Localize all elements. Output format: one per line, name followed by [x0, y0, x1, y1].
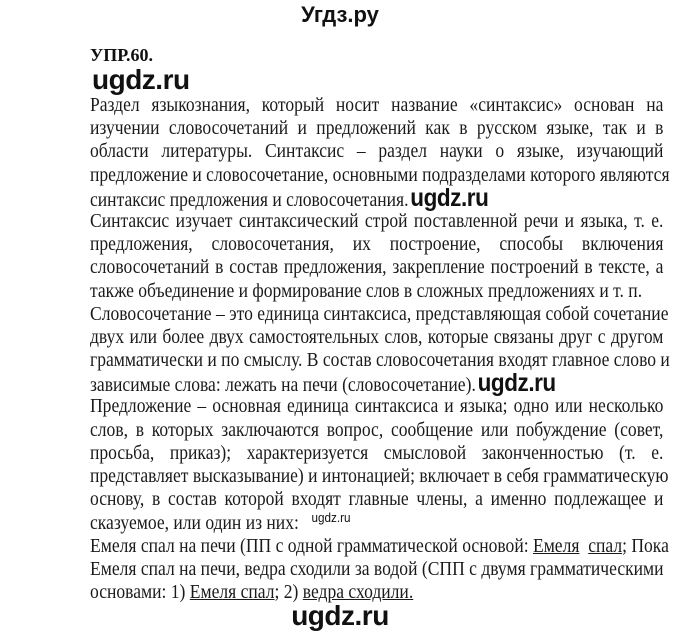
- answer-text: [90, 94, 670, 604]
- text-line: основу, в состав которой входят главные члены, а именно подлежащее и: [90, 489, 664, 511]
- text-line: предложения, словосочетания, их построение, способы включения: [90, 234, 664, 256]
- example-text: ; Пока: [622, 535, 669, 557]
- text-line: [90, 183, 663, 212]
- example-text: Емеля спал на печи (ПП с одной грамматической основой:: [90, 535, 533, 557]
- site-header: Угдз.ру: [301, 2, 379, 27]
- text-line: Синтаксис изучает синтаксический строй поставленной речи и языка, т. е.: [90, 210, 664, 232]
- text-line: Словосочетание – это единица синтаксиса, представляющая собой сочетание: [90, 303, 669, 325]
- example-text: ; 2): [274, 581, 303, 603]
- content-column: [90, 44, 670, 604]
- text-line: [90, 369, 663, 398]
- text-segment: зависимые слова: лежать на печи (словосочетание).: [90, 375, 476, 397]
- text-line: предложение и словосочетание, основными подразделами которого являются: [90, 164, 670, 186]
- subject-underlined: Емеля: [532, 535, 580, 557]
- text-line: словосочетаний в состав предложения, закрепление построений в тексте, а: [90, 257, 664, 279]
- text-segment: сказуемое, или один из них:: [90, 513, 299, 535]
- footer: [0, 600, 680, 636]
- text-line: Раздел языкознания, который носит название «синтаксис» основан на: [90, 95, 664, 116]
- text-line: [90, 511, 663, 534]
- text-line: области литературы. Синтаксис – раздел науки о языке, изучающий: [90, 141, 664, 163]
- text-line: изучении словосочетаний и предложений как в русском языке, так и в: [90, 118, 664, 140]
- watermark: ugdz.ru: [477, 369, 556, 398]
- grammar-base-2: ведра сходили.: [302, 581, 414, 603]
- watermark: ugdz.ru: [410, 183, 489, 212]
- watermark: ugdz.ru: [92, 64, 190, 95]
- example-text: основами: 1): [90, 581, 190, 603]
- text-line: просьба, приказ); характеризуется смысловой законченностью (т. е.: [90, 442, 664, 464]
- grammar-base-1: Емеля спал: [189, 581, 275, 603]
- text-line: грамматически и по смыслу. В состав словосочетания входят главное слово и: [90, 350, 670, 372]
- text-line: двух или более двух самостоятельных слов, которые связаны друг с другом: [90, 326, 664, 348]
- example-line: Емеля спал на печи, ведра сходили за водой (СПП с двумя грамматическими: [90, 558, 664, 580]
- text-line: представляет высказывание) и интонацией; включает в себя грамматическую: [90, 466, 669, 487]
- watermark: ugdz.ru: [311, 510, 351, 526]
- exercise-title: УПР.60.: [90, 45, 153, 65]
- watermark-footer: ugdz.ru: [291, 600, 389, 631]
- predicate-underlined: спал: [588, 535, 623, 557]
- text-line: Предложение – основная единица синтаксиса и языка; одно или несколько: [90, 396, 664, 418]
- example-line: [90, 535, 669, 558]
- text-line: слов, в которых заключаются вопрос, сообщение или побуждение (совет,: [90, 419, 664, 441]
- text-line: также объединение и формирование слов в сложных предложениях и т. п.: [90, 280, 643, 302]
- text-segment: синтаксис предложения и словосочетания.: [90, 189, 409, 211]
